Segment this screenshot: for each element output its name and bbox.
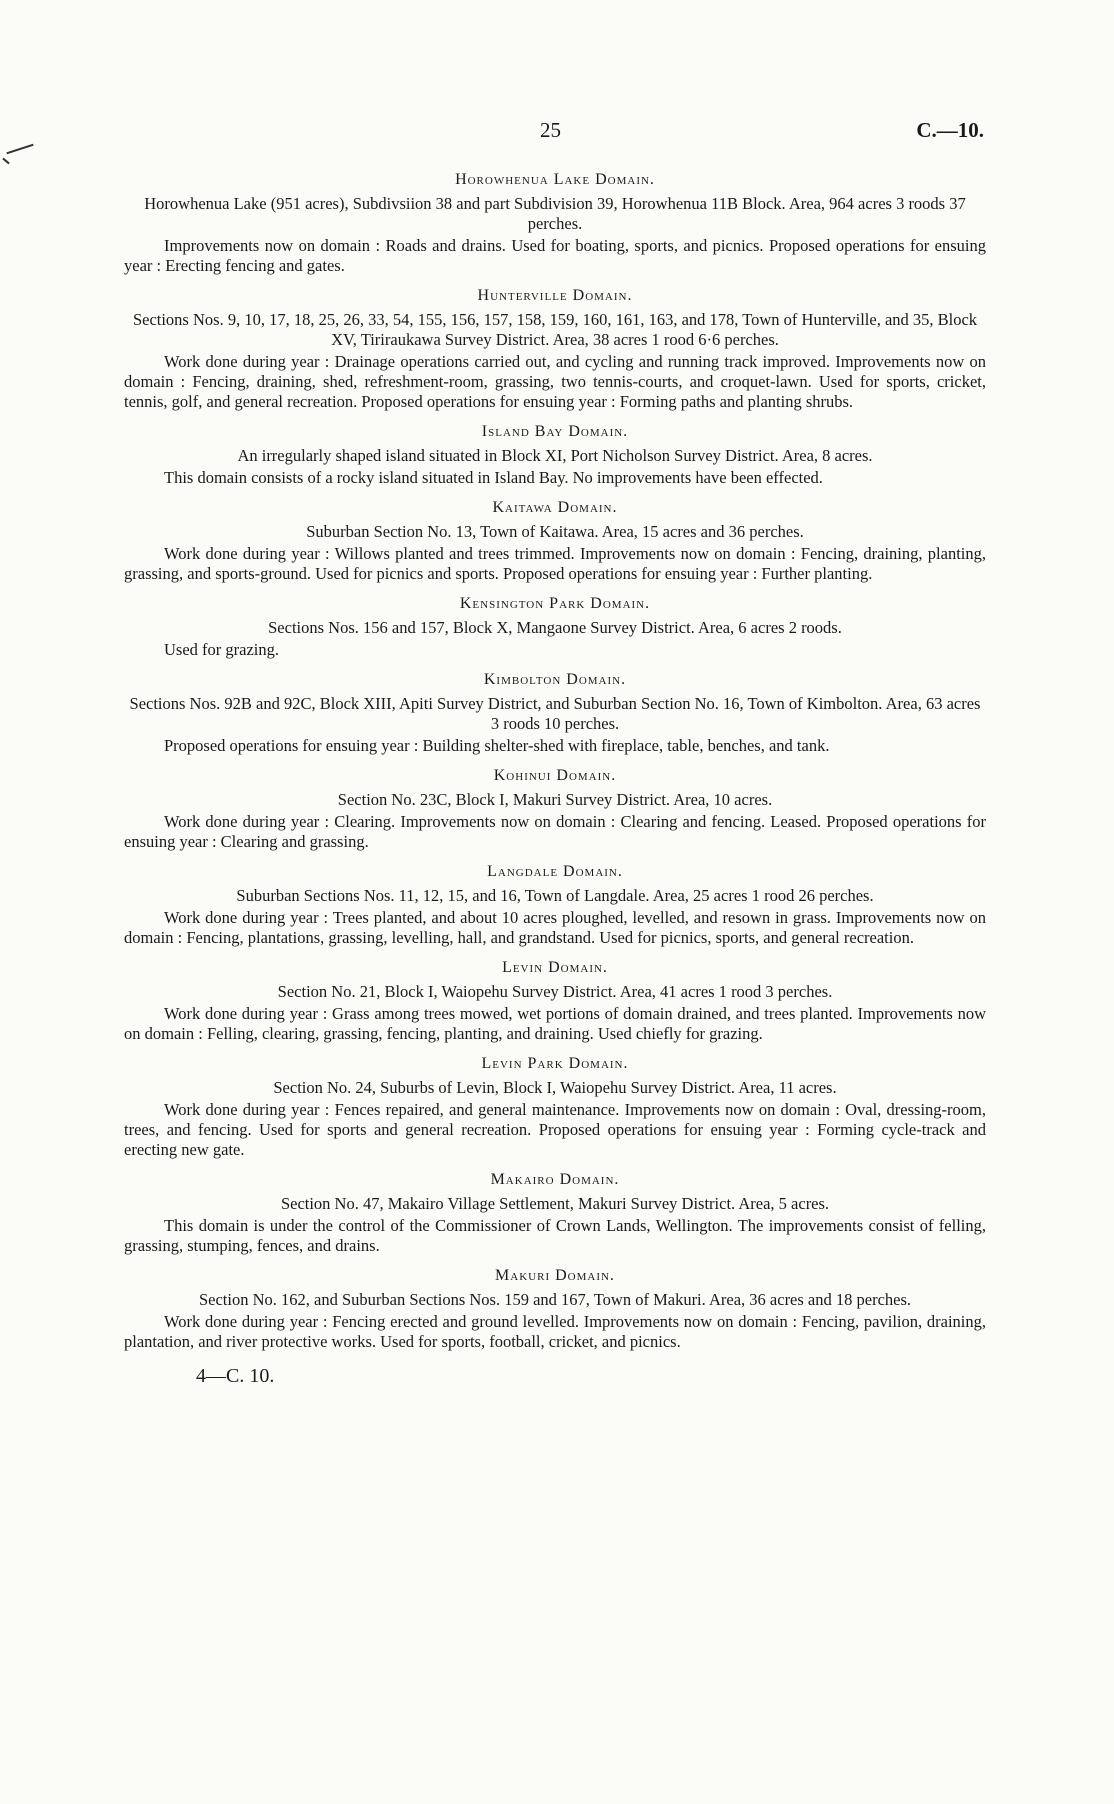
domain-section — [124, 498, 986, 584]
section-paragraph: This domain consists of a rocky island situated in Island Bay. No improvements have been effected. — [164, 468, 823, 487]
legal-description: Sections Nos. 92B and 92C, Block XIII, Apiti Survey District, and Suburban Section No. 16, Town of Kimbolton. Area, 63 acres 3 roods 10 perches. — [129, 694, 981, 733]
domain-section — [124, 766, 986, 852]
legal-description: Sections Nos. 9, 10, 17, 18, 25, 26, 33, 54, 155, 156, 157, 158, 159, 160, 161, 163, and 178, Town of Hunterville, and 35, Block XV, Tiriraukawa Survey District. Area, 38 acres 1 rood 6·6 perches. — [132, 310, 978, 349]
section-heading: Kaitawa Domain. — [492, 499, 618, 516]
domain-section — [124, 1266, 986, 1352]
section-heading: Kensington Park Domain. — [459, 595, 651, 612]
domain-section — [124, 286, 986, 412]
domain-section — [124, 1170, 986, 1256]
legal-description: Sections Nos. 156 and 157, Block X, Mangaone Survey District. Area, 6 acres 2 roods. — [268, 618, 842, 637]
domain-section — [124, 594, 986, 660]
section-paragraph: Work done during year : Trees planted, and about 10 acres ploughed, levelled, and resown in grass. Improvements now on domain : Fencing, plantations, grassing, levelling, hall, and grandstand. Used for picnics, sports, and general recreation. — [124, 908, 986, 947]
section-paragraph: Work done during year : Clearing. Improvements now on domain : Clearing and fencing. Leased. Proposed operations for ensuing year : Clearing and grassing. — [124, 812, 986, 851]
domain-section — [124, 1054, 986, 1160]
section-heading: Levin Domain. — [502, 959, 608, 976]
section-paragraph: Work done during year : Fences repaired, and general maintenance. Improvements now on domain : Oval, dressing-room, trees, and fencing. Used for sports and general recreation. Proposed operations for ensuing year : Forming cycle-track and erecting new gate. — [124, 1100, 986, 1159]
legal-description: Section No. 24, Suburbs of Levin, Block I, Waiopehu Survey District. Area, 11 acres. — [273, 1078, 837, 1097]
legal-description: An irregularly shaped island situated in Block XI, Port Nicholson Survey District. Area, 8 acres. — [237, 446, 873, 465]
section-paragraph: This domain is under the control of the Commissioner of Crown Lands, Wellington. The improvements consist of felling, grassing, stumping, fences, and drains. — [124, 1216, 986, 1255]
domain-section — [124, 670, 986, 756]
section-paragraph: Work done during year : Grass among trees mowed, wet portions of domain drained, and trees planted. Improvements now on domain : Felling, clearing, grassing, fencing, planting, and draining. Used chiefly for grazing. — [124, 1004, 986, 1043]
document-body — [124, 170, 986, 1386]
legal-description: Section No. 162, and Suburban Sections Nos. 159 and 167, Town of Makuri. Area, 36 acres and 18 perches. — [198, 1290, 912, 1309]
section-paragraph: Work done during year : Drainage operations carried out, and cycling and running track improved. Improvements now on domain : Fencing, draining, shed, refreshment-room, grassing, two tennis-courts, and croquet-lawn. Used for sports, cricket, tennis, golf, and general recreation. Proposed operations for ensuing year : Forming paths and planting shrubs. — [124, 352, 986, 411]
section-heading: Levin Park Domain. — [481, 1055, 629, 1072]
domain-section — [124, 958, 986, 1044]
domain-section — [124, 862, 986, 948]
section-heading: Makuri Domain. — [495, 1267, 615, 1284]
signature-mark: 4—C. 10. — [196, 1365, 275, 1387]
page-number: 25 — [540, 118, 561, 142]
page-reference: C.—10. — [916, 118, 984, 142]
section-heading: Langdale Domain. — [487, 863, 623, 880]
section-paragraph: Proposed operations for ensuing year : Building shelter-shed with fireplace, table, benches, and tank. — [164, 736, 830, 755]
legal-description: Section No. 21, Block I, Waiopehu Survey District. Area, 41 acres 1 rood 3 perches. — [277, 982, 833, 1001]
section-paragraph: Used for grazing. — [164, 640, 280, 659]
legal-description: Section No. 47, Makairo Village Settlement, Makuri Survey District. Area, 5 acres. — [280, 1194, 830, 1213]
legal-description: Section No. 23C, Block I, Makuri Survey District. Area, 10 acres. — [337, 790, 773, 809]
section-paragraph: Work done during year : Willows planted and trees trimmed. Improvements now on domain : Fencing, draining, planting, grassing, and sports-ground. Used for picnics and sports. Proposed operations for ensuing year : Further planting. — [124, 544, 986, 583]
legal-description: Suburban Sections Nos. 11, 12, 15, and 16, Town of Langdale. Area, 25 acres 1 rood 26 perches. — [236, 886, 874, 905]
section-paragraph: Improvements now on domain : Roads and drains. Used for boating, sports, and picnics. Proposed operations for ensuing year : Erecting fencing and gates. — [124, 236, 986, 275]
section-heading: Makairo Domain. — [490, 1171, 620, 1188]
section-heading: Island Bay Domain. — [481, 423, 629, 440]
section-heading: Kimbolton Domain. — [483, 671, 627, 688]
domain-section — [124, 422, 986, 488]
legal-description: Horowhenua Lake (951 acres), Subdivsiion 38 and part Subdivision 39, Horowhenua 11B Block. Area, 964 acres 3 roods 37 perches. — [144, 194, 966, 233]
section-heading: Kohinui Domain. — [493, 767, 617, 784]
section-heading: Horowhenua Lake Domain. — [455, 171, 655, 188]
legal-description: Suburban Section No. 13, Town of Kaitawa. Area, 15 acres and 36 perches. — [306, 522, 804, 541]
section-paragraph: Work done during year : Fencing erected and ground levelled. Improvements now on domain : Fencing, pavilion, draining, plantation, and river protective works. Used for sports, football, cricket, and picnics. — [124, 1312, 986, 1351]
domain-section — [124, 170, 986, 276]
margin-mark — [2, 158, 9, 165]
margin-mark — [6, 144, 33, 155]
section-heading: Hunterville Domain. — [477, 287, 633, 304]
